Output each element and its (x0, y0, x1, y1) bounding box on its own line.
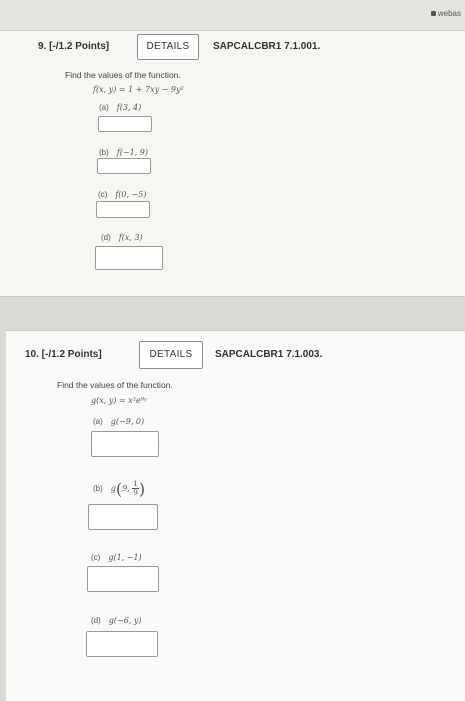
brand-label (431, 9, 461, 18)
question-9-part-d (101, 233, 143, 242)
part-d-expr: g(−6, y) (108, 616, 142, 625)
question-9-details-button[interactable]: DETAILS (137, 34, 199, 60)
question-10-code: SAPCALCBR1 7.1.003. (215, 349, 323, 360)
question-9-answer-b[interactable] (97, 158, 151, 174)
question-10-answer-d[interactable] (86, 631, 158, 657)
brand-text: webas (437, 9, 461, 18)
part-b-label: (b) (99, 148, 109, 157)
part-c-expr: f(0, −5) (115, 190, 147, 199)
question-10-card (6, 330, 465, 701)
part-d-label: (d) (101, 233, 111, 242)
part-b-expr: g(9, $\frac{1}{9}$ ) (110, 479, 146, 498)
question-10-answer-c[interactable] (87, 566, 159, 592)
question-9-part-c (98, 190, 147, 199)
question-9-answer-d[interactable] (95, 246, 163, 270)
question-9-answer-a[interactable] (98, 116, 152, 132)
fraction-denominator: 9 (133, 489, 138, 497)
question-10-answer-a[interactable] (91, 431, 159, 457)
part-d-expr: f(x, 3) (118, 233, 143, 242)
question-10-function (91, 396, 147, 405)
part-c-label: (c) (98, 190, 108, 199)
part-c-expr: g(1, −1) (108, 553, 142, 562)
question-10-part-d (91, 616, 142, 625)
question-10-header: 10. [-/1.2 Points] (25, 349, 102, 360)
question-10-function-text: g(x, y) = x²e⁹ʸ (91, 396, 147, 405)
question-9-header: 9. [-/1.2 Points] (38, 41, 110, 52)
part-b-label: (b) (93, 483, 103, 493)
question-10-prompt: Find the values of the function. (57, 380, 173, 390)
question-10-details-button[interactable]: DETAILS (139, 341, 203, 369)
browser-strip (0, 0, 465, 30)
part-b-expr: f(−1, 9) (116, 148, 148, 157)
question-9-answer-c[interactable] (96, 201, 150, 218)
question-9-function-text: f(x, y) = 1 + 7xy − 9y² (93, 85, 184, 94)
question-10-answer-b[interactable] (88, 504, 158, 530)
question-10-part-a (93, 417, 144, 426)
part-a-expr: g(−9, 0) (110, 417, 145, 426)
lock-icon (431, 11, 436, 16)
question-9-function (93, 85, 184, 94)
part-d-label: (d) (91, 616, 101, 625)
question-10-part-c (91, 553, 142, 562)
question-9-part-a (99, 103, 141, 112)
part-a-label: (a) (93, 417, 103, 426)
question-9-code: SAPCALCBR1 7.1.001. (213, 41, 321, 52)
question-9-card (0, 30, 465, 296)
part-b-arg1: 9 (122, 483, 128, 493)
question-9-prompt: Find the values of the function. (65, 70, 181, 80)
part-a-label: (a) (99, 103, 109, 112)
question-9-part-b (99, 148, 148, 157)
part-c-label: (c) (91, 553, 101, 562)
part-a-expr: f(3, 4) (116, 103, 142, 112)
question-10-part-b (93, 479, 145, 498)
fraction-numerator: 1 (133, 480, 138, 488)
part-b-func-name: g (110, 483, 116, 493)
